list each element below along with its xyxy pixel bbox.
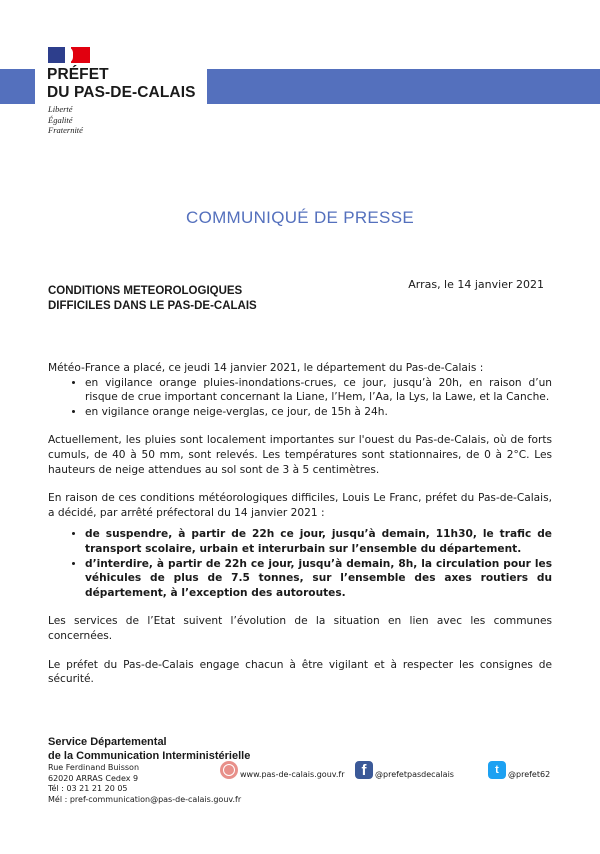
motto-liberte: Liberté [48, 104, 73, 114]
website-link[interactable] [220, 761, 345, 779]
situation-paragraph: Actuellement, les pluies sont localement importantes sur l'ouest du Pas-de-Calais, où de forts cumuls, de 40 à 50 mm, sont relevés. Les températures sont stationnaires, de 0 à 2°C. Les hauteurs de neige attendues au sol sont de 3 à 5 centimètres. [48, 434, 552, 476]
decision-item: • de suspendre, à partir de 22h ce jour, jusqu’à demain, 11h30, le trafic de transport scolaire, urbain et interurbain sur l’ensemble du département. [85, 527, 552, 556]
dateline: Arras, le 14 janvier 2021 [408, 278, 544, 291]
phone-number: Tél : 03 21 21 20 05 [48, 784, 128, 793]
decision-list [48, 527, 552, 600]
document-body [48, 361, 552, 687]
prefecture-name [47, 66, 196, 102]
twitter-link[interactable] [488, 761, 550, 779]
twitter-icon: t [488, 761, 506, 779]
closing-paragraph: Le préfet du Pas-de-Calais engage chacun à être vigilant et à respecter les consignes de sécurité. [48, 658, 552, 686]
marianne-logo-icon [48, 47, 90, 63]
vigilance-item: • en vigilance orange neige-verglas, ce jour, de 15h à 24h. [85, 405, 552, 420]
follow-up-paragraph: Les services de l’Etat suivent l’évolution de la situation en lien avec les communes concernées. [48, 615, 552, 642]
website-url[interactable]: www.pas-de-calais.gouv.fr [240, 770, 345, 779]
address-street: Rue Ferdinand Buisson [48, 763, 140, 772]
intro-paragraph: Météo-France a placé, ce jeudi 14 janvier 2021, le département du Pas-de-Calais : [48, 362, 484, 374]
facebook-handle[interactable]: @prefetpasdecalais [375, 770, 454, 779]
address-city: 62020 ARRAS Cedex 9 [48, 773, 139, 783]
subject-heading [48, 284, 257, 314]
facebook-link[interactable] [355, 761, 454, 779]
vigilance-list [48, 376, 552, 420]
decision-item: • d’interdire, à partir de 22h ce jour, jusqu’à demain, 8h, la circulation pour les véhicules de plus de 7.5 tonnes, sur l’ensemble des axes routiers du département, à l’exception des autoroutes. [85, 557, 552, 601]
logo-title-line1: PRÉFET [47, 66, 109, 83]
facebook-icon: f [355, 761, 373, 779]
motto-egalite: Égalité [48, 114, 73, 125]
motto-fraternite: Fraternité [48, 125, 83, 135]
service-name-line1: Service Départemental [48, 736, 167, 748]
logo-title-line2: DU PAS-DE-CALAIS [47, 84, 196, 101]
twitter-handle[interactable]: @prefet62 [508, 770, 551, 779]
service-name-line2: de la Communication Interministérielle [48, 749, 251, 762]
subject-line1: CONDITIONS METEOROLOGIQUES [48, 285, 243, 297]
email-address[interactable]: Mél : pref-communication@pas-de-calais.gouv.fr [48, 794, 242, 804]
globe-icon [220, 761, 238, 779]
subject-line2: DIFFICILES DANS LE PAS-DE-CALAIS [48, 300, 257, 312]
decision-intro: En raison de ces conditions météorologiques difficiles, Louis Le Franc, préfet du Pas-de-Calais, a décidé, par arrêté préfectoral du 14 janvier 2021 : [48, 492, 552, 519]
vigilance-item: • en vigilance orange pluies-inondations-crues, ce jour, jusqu’à 20h, en raison d’un risque de crue important concernant la Liane, l’Hem, l’Aa, la Lys, la Lawe, et la Canche. [85, 376, 552, 405]
republic-motto [48, 104, 83, 136]
document-title: COMMUNIQUÉ DE PRESSE [186, 208, 414, 227]
